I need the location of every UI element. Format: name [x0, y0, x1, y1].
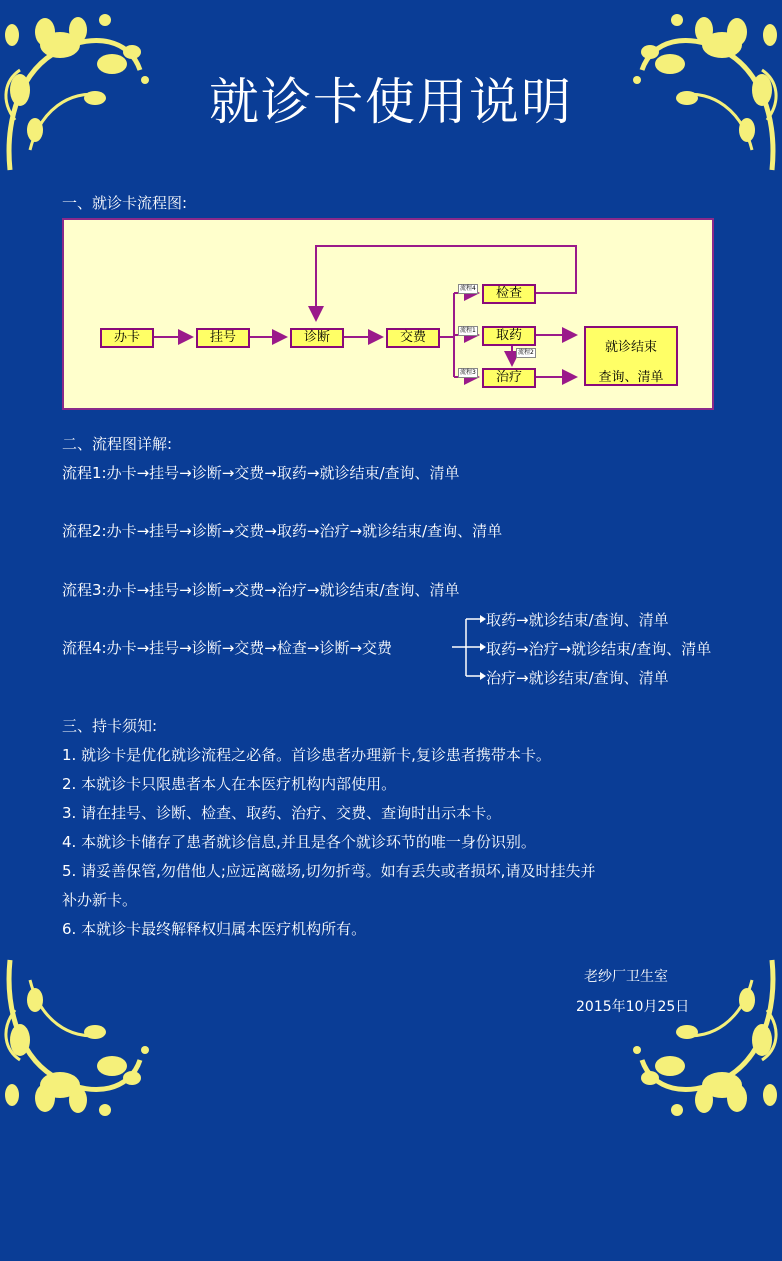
- end-node-line1: 就诊结束: [604, 340, 657, 355]
- notice-item-4: 4. 本就诊卡储存了患者就诊信息,并且是各个就诊环节的唯一身份识别。: [62, 833, 536, 851]
- flow4-branch-1: 取药→就诊结束/查询、清单: [486, 611, 669, 629]
- notice-item-1: 1. 就诊卡是优化就诊流程之必备。首诊患者办理新卡,复诊患者携带本卡。: [62, 746, 551, 764]
- signature-date: 2015年10月25日: [576, 999, 690, 1015]
- tag-jiancha: 流程4: [460, 285, 476, 292]
- flow4-bracket: [452, 612, 488, 688]
- page-title: 就诊卡使用说明: [209, 73, 573, 131]
- notice-item-2: 2. 本就诊卡只限患者本人在本医疗机构内部使用。: [62, 775, 397, 793]
- node-zhiliao: 治疗: [482, 368, 536, 388]
- flowchart: [62, 218, 714, 410]
- node-end: [584, 326, 678, 386]
- section2-heading: 二、流程图详解:: [62, 435, 173, 453]
- flow-line-3: 流程3:办卡→挂号→诊断→交费→治疗→就诊结束/查询、清单: [62, 581, 460, 599]
- node-banka: 办卡: [100, 328, 154, 348]
- notice-item-6: 6. 本就诊卡最终解释权归属本医疗机构所有。: [62, 920, 367, 938]
- notice-item-3: 3. 请在挂号、诊断、检查、取药、治疗、交费、查询时出示本卡。: [62, 804, 502, 822]
- tag-zhiliao: 流程3: [460, 369, 476, 376]
- floral-ornament-bottom-left-icon: [0, 950, 150, 1130]
- notice-item-5-cont: 补办新卡。: [62, 891, 138, 909]
- flow-line-1: 流程1:办卡→挂号→诊断→交费→取药→就诊结束/查询、清单: [62, 464, 460, 482]
- tag-quyao-to-zhiliao: 流程2: [518, 349, 534, 356]
- signature-org: 老纱厂卫生室: [584, 969, 668, 985]
- flow4-branch-3: 治疗→就诊结束/查询、清单: [486, 669, 669, 687]
- flow-line-2: 流程2:办卡→挂号→诊断→交费→取药→治疗→就诊结束/查询、清单: [62, 522, 503, 540]
- section3-heading: 三、持卡须知:: [62, 717, 158, 735]
- end-node-line2: 查询、清单: [598, 370, 664, 385]
- node-jiancha: 检查: [482, 284, 536, 304]
- notice-item-5: 5. 请妥善保管,勿借他人;应远离磁场,切勿折弯。如有丢失或者损坏,请及时挂失并: [62, 862, 596, 880]
- section1-heading: 一、就诊卡流程图:: [62, 194, 188, 212]
- node-jiaofei: 交费: [386, 328, 440, 348]
- tag-quyao: 流程1: [460, 327, 476, 334]
- node-quyao: 取药: [482, 326, 536, 346]
- flow-line-4: 流程4:办卡→挂号→诊断→交费→检查→诊断→交费: [62, 639, 393, 657]
- node-guahao: 挂号: [196, 328, 250, 348]
- node-zhenduan: 诊断: [290, 328, 344, 348]
- flow4-branch-2: 取药→治疗→就诊结束/查询、清单: [486, 640, 712, 658]
